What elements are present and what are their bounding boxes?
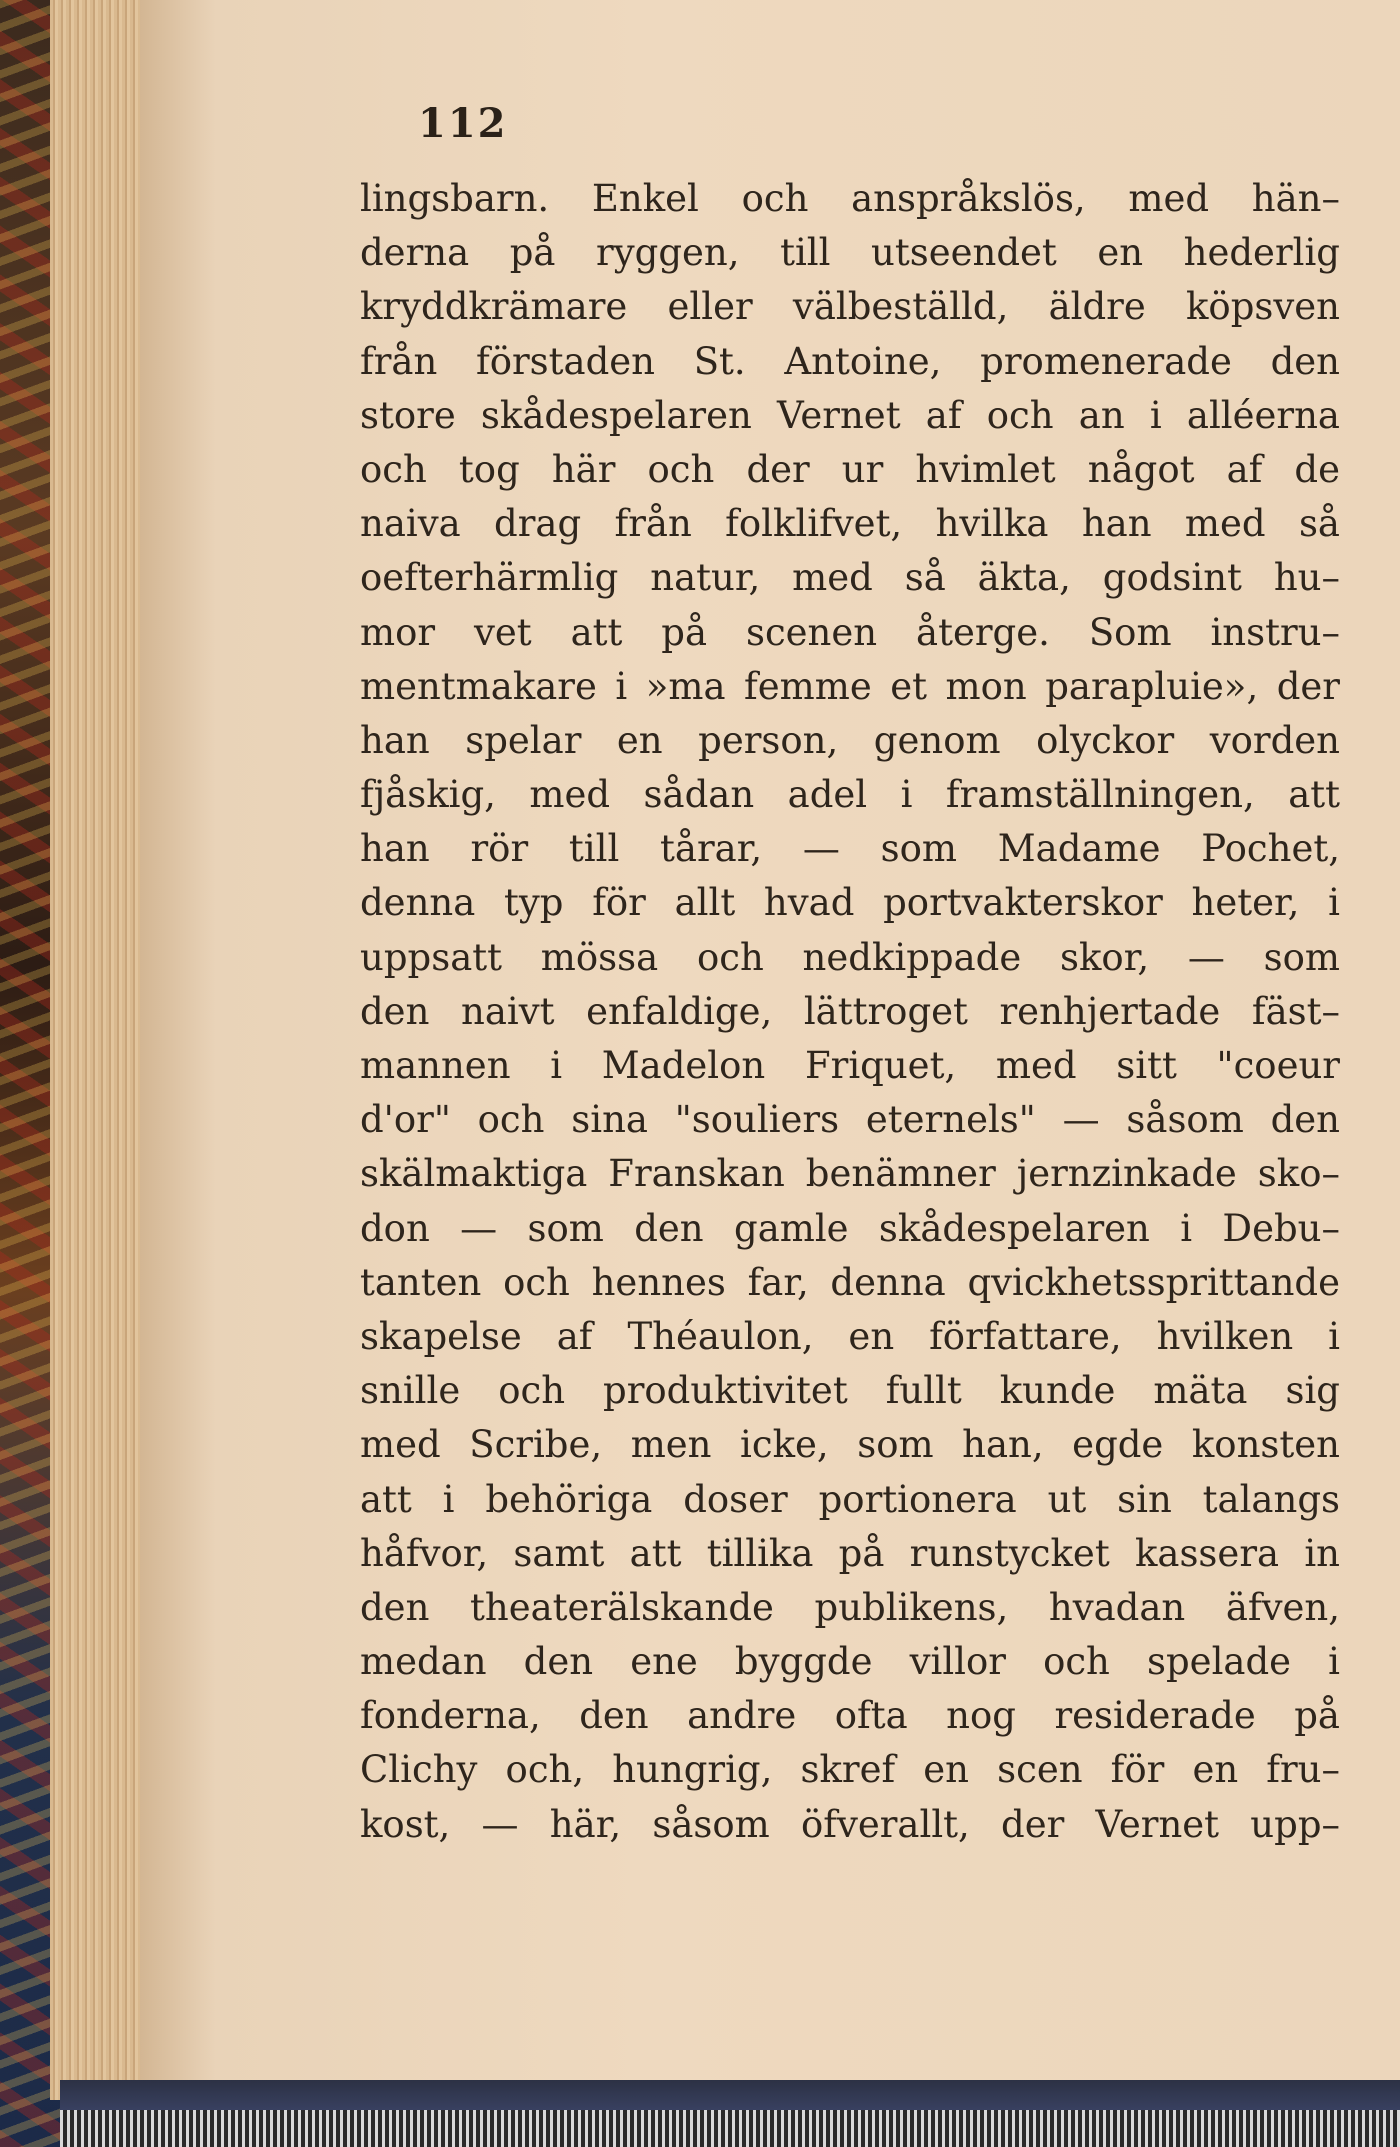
text-line: don — som den gamle skådespelaren i Debu– [360,1206,1340,1250]
text-line: denna typ för allt hvad portvakterskor heter, i [360,881,1340,925]
text-line: store skådespelaren Vernet af och an i alléerna [360,393,1340,437]
text-line: Clichy och, hungrig, skref en scen för en fru– [360,1748,1340,1792]
text-line: fjåskig, med sådan adel i framställningen, att [360,773,1340,817]
text-line: kryddkrämare eller välbeställd, äldre köpsven [360,285,1340,329]
page-number: 112 [418,100,508,147]
text-line: håfvor, samt att tillika på runstycket kassera in [360,1531,1340,1575]
text-line: han rör till tårar, — som Madame Pochet, [360,827,1340,871]
text-line: oefterhärmlig natur, med så äkta, godsint hu– [360,556,1340,600]
text-line: den naivt enfaldige, lättroget renhjertade fäst– [360,989,1340,1033]
text-line: mor vet att på scenen återge. Som instru– [360,610,1340,654]
text-line: uppsatt mössa och nedkippade skor, — som [360,935,1340,979]
text-line: mannen i Madelon Friquet, med sitt "coeur [360,1044,1340,1087]
text-line: d'or" och sina "souliers eternels" — såsom den [360,1098,1340,1142]
body-text [360,172,1340,1852]
text-line: att i behöriga doser portionera ut sin talangs [360,1477,1340,1521]
text-line: med Scribe, men icke, som han, egde konsten [360,1423,1340,1467]
text-line: han spelar en person, genom olyckor vorden [360,718,1340,762]
text-line: fonderna, den andre ofta nog residerade på [360,1694,1340,1738]
text-line: tanten och hennes far, denna qvickhetssprittande [360,1260,1340,1304]
text-line: medan den ene byggde villor och spelade i [360,1640,1340,1684]
text-line: den theaterälskande publikens, hvadan äfven, [360,1585,1340,1629]
text-line: skapelse af Théaulon, en författare, hvilken i [360,1314,1340,1358]
text-line: mentmakare i »ma femme et mon parapluie», der [360,664,1340,708]
text-line: och tog här och der ur hvimlet något af de [360,447,1340,491]
text-line: kost, — här, såsom öfverallt, der Vernet upp– [360,1802,1340,1846]
cover-bottom-band [60,2080,1400,2110]
text-line: snille och produktivitet fullt kunde mäta sig [360,1369,1340,1413]
text-line: derna på ryggen, till utseendet en hederlig [360,231,1340,275]
text-line: naiva drag från folklifvet, hvilka han med så [360,502,1340,546]
text-line: lingsbarn. Enkel och anspråkslös, med hän– [360,177,1340,220]
text-line: från förstaden St. Antoine, promenerade den [360,339,1340,383]
text-line: skälmaktiga Franskan benämner jernzinkade sko– [360,1152,1340,1196]
scan-bottom-edge [60,2080,1400,2147]
